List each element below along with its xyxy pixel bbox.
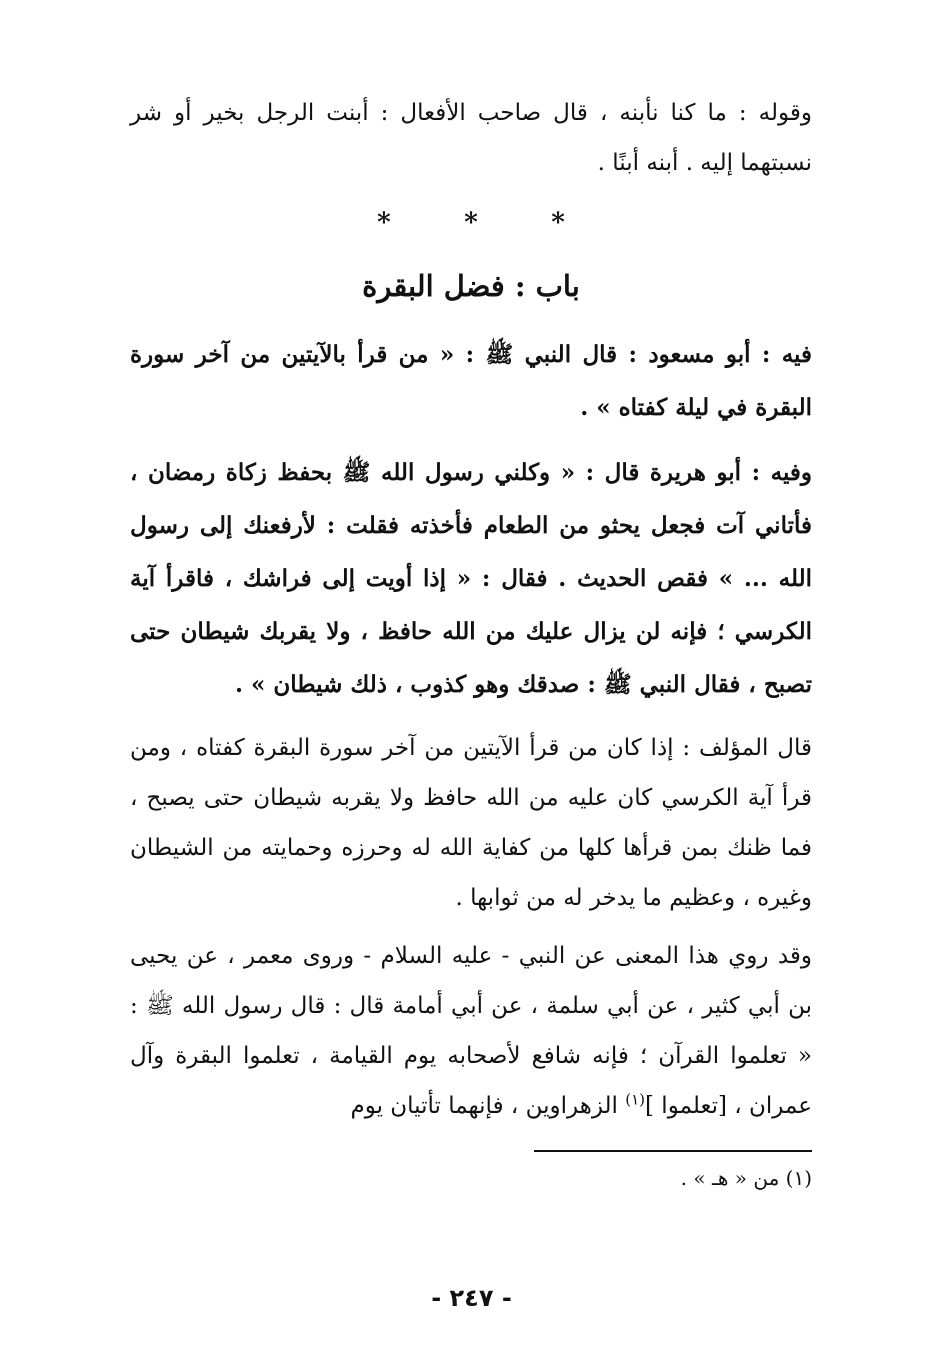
paragraph-gap (130, 434, 812, 446)
footnote-text: (١) من « هـ » . (680, 1166, 812, 1190)
page-body (130, 88, 812, 1190)
hadith-paragraph-1: فيه : أبو مسعود : قال النبي ﷺ : « من قرأ بالآيتين من آخر سورة البقرة في ليلة كفتاه » . (130, 341, 812, 421)
hadith-paragraph-2: وفيه : أبو هريرة قال : « وكلني رسول الله ﷺ بحفظ زكاة رمضان ، فأتاني آت فجعل يحثو من الطعام فأخذته فقلت : لأرفعنك إلى رسول الله ... » فقص الحديث . فقال : « إذا أويت إلى فراشك ، فاقرأ آية الكرسي ؛ فإنه لن يزال عليك من الله حافظ ، ولا يقربك شيطان حتى تصبح ، فقال النبي ﷺ : صدقك وهو كذوب ، ذلك شيطان » . (130, 459, 812, 698)
separator-star: * (377, 208, 391, 238)
commentary-paragraph: قال المؤلف : إذا كان من قرأ الآيتين من آخر سورة البقرة كفتاه ، ومن قرأ آية الكرسي كان عليه من الله حافظ ولا يقربه شيطان حتى يصبح ، فما ظنك بمن قرأها كلها من كفاية الله له وحرزه وحمايته من الشيطان وغيره ، وعظيم ما يدخر له من ثوابها . (130, 735, 812, 911)
page-number: - ٢٤٧ - (431, 1284, 512, 1312)
separator-star: * (551, 208, 565, 238)
narration-text-part1: وقد روي هذا المعنى عن النبي - عليه السلام - وروى معمر ، عن يحيى بن أبي كثير ، عن أبي سلمة ، عن أبي أمامة قال : قال رسول الله ﷺ : « تعلموا القرآن ؛ فإنه شافع لأصحابه يوم القيامة ، تعلموا البقرة وآل عمران ، [تعلموا ] (130, 943, 812, 1119)
narration-paragraph (130, 931, 812, 1131)
separator-star: * (464, 208, 478, 238)
narration-text-part2: الزهراوين ، فإنهما تأتيان يوم (350, 1093, 626, 1119)
paragraph-gap (130, 711, 812, 723)
section-separator (130, 196, 812, 250)
chapter-title: باب : فضل البقرة (362, 269, 580, 303)
intro-paragraph: وقوله : ما كنا نأبنه ، قال صاحب الأفعال : أبنت الرجل بخير أو شر نسبتهما إليه . أبنه أبنًا . (130, 100, 812, 176)
paragraph-gap (130, 923, 812, 931)
footnote-divider (534, 1150, 812, 1152)
footnote-reference: (١) (625, 1090, 646, 1109)
